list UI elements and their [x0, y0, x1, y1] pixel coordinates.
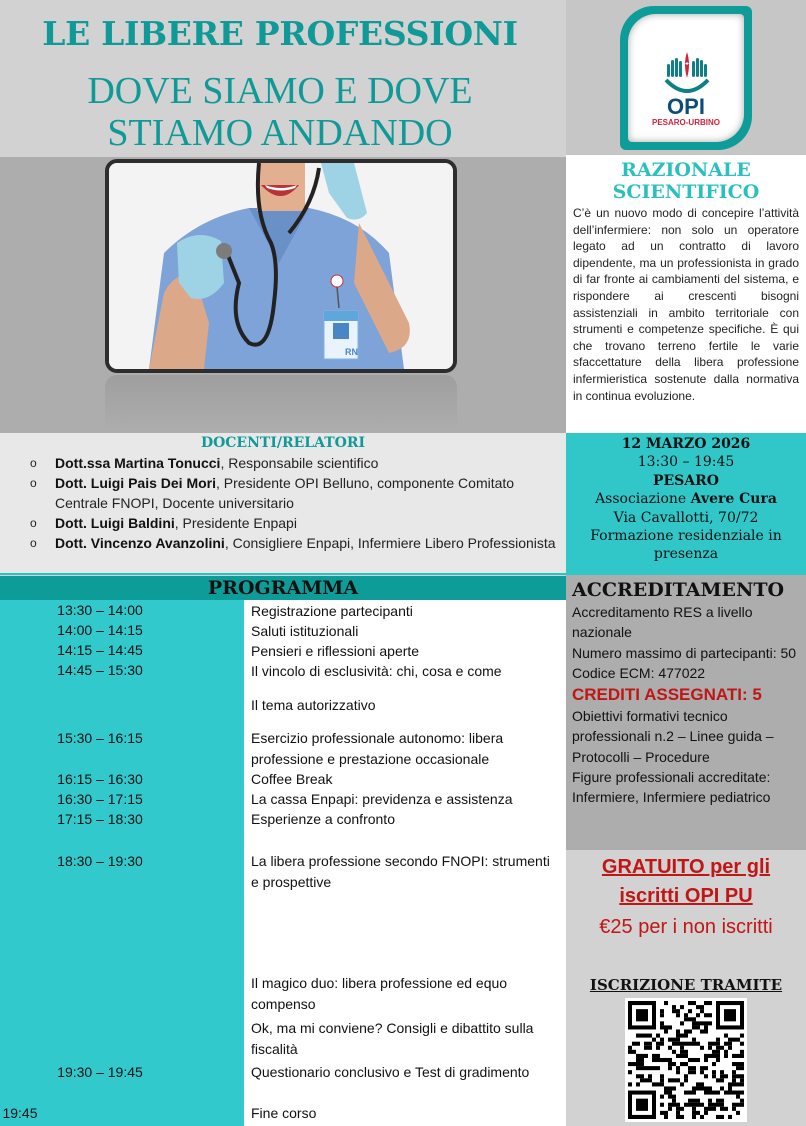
program-time: 14:00 – 14:15 [57, 622, 143, 638]
event-address: Via Cavallotti, 70/72 [613, 509, 759, 526]
accreditamento-section [566, 575, 806, 850]
photo-reflection [105, 375, 457, 431]
docenti-section [0, 433, 566, 575]
logo-frame [620, 6, 752, 150]
logo-city: PESARO-URBINO [651, 118, 720, 127]
free-registration [566, 850, 806, 911]
programma-title: PROGRAMMA [0, 576, 566, 600]
accreditamento-line: Accreditamento RES a livello nazionale [572, 604, 753, 641]
qr-code-icon[interactable] [625, 998, 747, 1122]
program-time: 19:30 – 19:45 [57, 1064, 143, 1080]
event-city: PESARO [652, 472, 719, 489]
qr-finder-pattern [724, 1009, 736, 1021]
bullet-icon: o [30, 516, 37, 530]
subtitle-line-2: STIAMO ANDANDO [107, 112, 453, 154]
docente-item [30, 513, 560, 533]
event-format-line-1: Formazione residenziale in [590, 528, 782, 545]
program-item: La cassa Enpapi: previdenza e assistenza [251, 791, 513, 807]
bullet-icon: o [30, 536, 37, 550]
event-info [566, 433, 806, 575]
docente-role: , Presidente OPI Belluno, componente Comitato Centrale FNOPI, Docente universitario [55, 475, 515, 511]
iscrizione-title: ISCRIZIONE TRAMITE [589, 976, 783, 994]
credits-assigned: CREDITI ASSEGNATI: 5 [572, 685, 762, 705]
program-time: 15:30 – 16:15 [57, 730, 143, 746]
docente-role: , Presidente Enpapi [174, 515, 297, 531]
program-item: Coffee Break [251, 771, 333, 787]
program-item: Fine corso [251, 1105, 317, 1121]
docente-name: Dott. Luigi Baldini [55, 515, 175, 531]
docente-name: Dott. Vincenzo Avanzolini [55, 535, 225, 551]
program-item: La libera professione secondo FNOPI: strumenti e prospettive [251, 853, 550, 890]
event-venue [566, 490, 806, 508]
program-time: 16:30 – 17:15 [57, 791, 143, 807]
docente-role: , Responsabile scientifico [220, 455, 379, 471]
programma-items [244, 600, 566, 1126]
programma-times [0, 600, 244, 1126]
nurse-illustration [109, 163, 453, 369]
docenti-list [30, 453, 560, 553]
costi-section [566, 850, 806, 1126]
program-time: 19:45 [2, 1105, 38, 1121]
program-item: Il tema autorizzativo [251, 697, 376, 713]
free-line-2: iscritti OPI PU [619, 885, 753, 907]
docente-name: Dott. Luigi Pais Dei Mori [55, 475, 217, 491]
event-format-line-2: presenza [653, 546, 719, 563]
docente-item [30, 533, 560, 553]
opi-hands-logo-icon [662, 52, 712, 98]
accreditamento-detail: Figure professionali accreditate: Infermiere, Infermiere pediatrico [572, 769, 771, 806]
program-time: 14:45 – 15:30 [57, 662, 143, 678]
razionale-body: C’è un nuovo modo di concepire l’attività dell’infermiere: non solo un operatore legato ad un contratto di lavoro dipendente, ma un professionista in grado di far fronte ai cambiamenti del sistema, e rispondere ai crescenti bisogni assistenziali in ambito territoriale con strumenti e competenze specifiche. È qui che trovano terreno fertile le varie sfaccettature della libera professione infermieristica sostenute dalla normativa in continua evoluzione. [573, 206, 799, 403]
venue-name: Avere Cura [690, 491, 777, 508]
program-time: 14:15 – 14:45 [57, 642, 143, 658]
qr-finder-pattern [636, 1099, 648, 1111]
qr-finder-pattern [636, 1009, 648, 1021]
program-item: Saluti istituzionali [251, 623, 359, 639]
page-subtitle [0, 70, 560, 154]
qr-code-graphic [628, 1001, 744, 1119]
event-time: 13:30 – 19:45 [637, 454, 735, 471]
program-time: 18:30 – 19:30 [57, 853, 143, 869]
program-item: Ok, ma mi conviene? Consigli e dibattito sulla fiscalità [251, 1020, 534, 1057]
bullet-icon: o [30, 476, 37, 490]
header [0, 0, 566, 157]
program-item: Esperienze a confronto [251, 811, 395, 827]
program-time: 16:15 – 16:30 [57, 771, 143, 787]
docente-item [30, 453, 560, 473]
razionale-title [566, 155, 806, 203]
accreditamento-title: ACCREDITAMENTO [572, 579, 785, 601]
docenti-title: DOCENTI/RELATORI [200, 435, 366, 451]
program-item: Registrazione partecipanti [251, 603, 413, 619]
badge-rn-label: RN [345, 347, 358, 357]
bullet-icon: o [30, 456, 37, 470]
docente-name: Dott.ssa Martina Tonucci [55, 455, 221, 471]
logo [628, 14, 744, 142]
program-time: 13:30 – 14:00 [57, 602, 143, 618]
program-item: Questionario conclusivo e Test di gradimento [251, 1064, 530, 1080]
nurse-photo [105, 159, 457, 373]
docente-item [30, 473, 560, 513]
program-item: Il magico duo: libera professione ed equo compenso [251, 975, 508, 1012]
logo-area [566, 0, 806, 155]
program-item: Il vincolo di esclusività: chi, cosa e come [251, 663, 502, 679]
event-date: 12 MARZO 2026 [621, 436, 751, 452]
accreditamento-line: Codice ECM: 477022 [572, 664, 706, 681]
program-time: 17:15 – 18:30 [57, 811, 143, 827]
program-item: Pensieri e riflessioni aperte [251, 643, 420, 659]
docente-role: , Consigliere Enpapi, Infermiere Libero Professionista [224, 535, 556, 551]
photo-band [0, 157, 566, 433]
accreditamento-line: Numero massimo di partecipanti: 50 [572, 644, 797, 661]
subtitle-line-1: DOVE SIAMO E DOVE [87, 70, 473, 112]
razionale-title-line-2: SCIENTIFICO [612, 181, 760, 203]
razionale-title-line-1: RAZIONALE [621, 159, 751, 181]
page-title: LE LIBERE PROFESSIONI [42, 14, 518, 53]
free-line-1: GRATUITO per gli [601, 856, 771, 878]
accreditamento-detail: Obiettivi formativi tecnico professionali n.2 – Linee guida – Protocolli – Procedure [572, 708, 774, 765]
paid-price: €25 per i non iscritti [599, 916, 773, 938]
razionale-section [566, 155, 806, 433]
venue-prefix: Associazione [595, 491, 691, 508]
program-item: Esercizio professionale autonomo: libera professione e prestazione occasionale [251, 730, 504, 767]
logo-name: OPI [667, 94, 705, 119]
